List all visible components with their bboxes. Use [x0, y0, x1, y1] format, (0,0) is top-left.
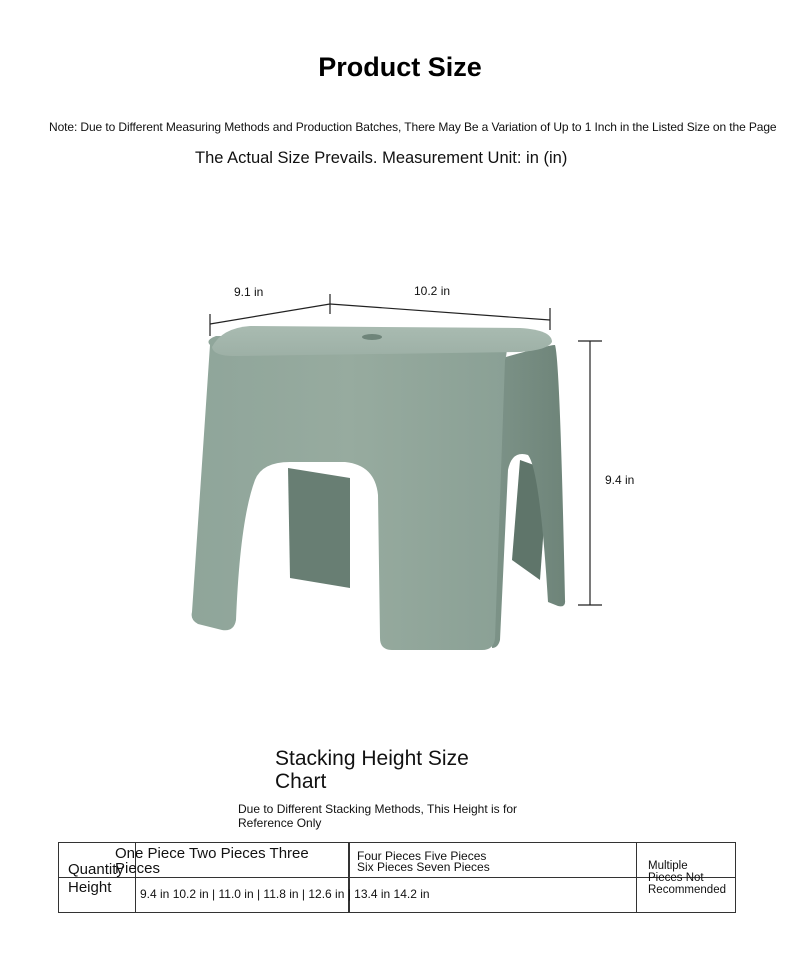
stacking-note: Due to Different Stacking Methods, This Height is for Reference Only	[238, 802, 518, 830]
table-border-right	[735, 842, 736, 913]
quantity-cols-b-line1: Four Pieces Five Pieces	[357, 849, 487, 863]
stool-top	[212, 326, 552, 356]
stacking-heights-row: 9.4 in 10.2 in | 11.0 in | 11.8 in | 12.6 in | 13.4 in 14.2 in	[140, 887, 430, 901]
stool-side	[492, 345, 565, 648]
multiple-note-line2: Pieces Not	[648, 872, 704, 884]
quantity-cols-a: One Piece Two Pieces Three Pieces	[115, 845, 309, 877]
multiple-note-line1: Multiple	[648, 860, 688, 872]
stool-handle-hole	[362, 334, 382, 340]
stool-inner-shadow	[512, 460, 548, 580]
table-border-left	[58, 842, 59, 913]
height-label: 9.4 in	[605, 473, 635, 487]
height-header: Height	[68, 879, 112, 896]
table-border-top	[58, 842, 736, 843]
table-col-divider	[348, 842, 350, 913]
quantity-header: Quantity	[68, 861, 124, 878]
quantity-cols-b-line2: Six Pieces Seven Pieces	[357, 860, 490, 874]
dimension-lines	[210, 294, 602, 605]
depth-label: 9.1 in	[234, 285, 264, 299]
table-row-divider	[58, 877, 736, 878]
stool-back-leg	[288, 468, 350, 588]
measurement-unit-note: The Actual Size Prevails. Measurement Unit: in (in)	[195, 149, 568, 167]
stacking-height-table	[58, 842, 736, 913]
table-col-divider	[636, 842, 637, 913]
stool-front	[192, 336, 507, 650]
width-label: 10.2 in	[414, 284, 451, 298]
multiple-note-line3: Recommended	[648, 884, 726, 896]
measurement-note: Note: Due to Different Measuring Methods and Production Batches, There May Be a Variation of Up to 1 Inch in the Listed Size on the Page	[49, 120, 777, 134]
stacking-chart-title: Stacking Height Size Chart	[275, 747, 469, 793]
table-border-bottom	[58, 912, 736, 913]
page-title: Product Size	[318, 52, 482, 82]
